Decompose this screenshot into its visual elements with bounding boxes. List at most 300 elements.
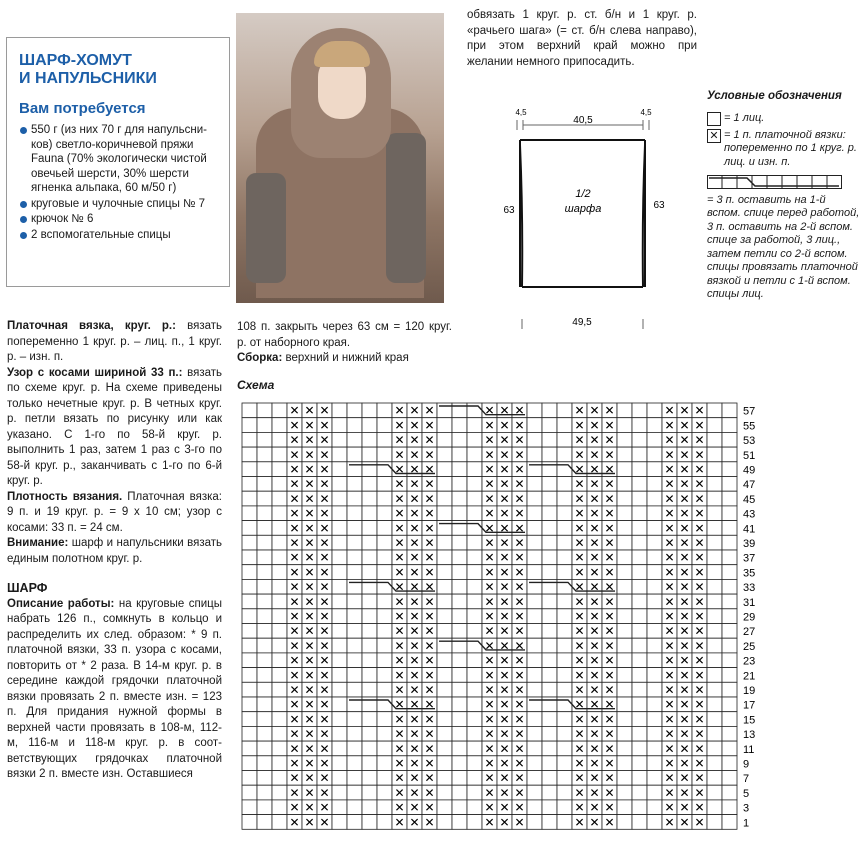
- chart-cell: [362, 682, 377, 697]
- chart-cell: [617, 447, 632, 462]
- chart-cell: [632, 477, 647, 492]
- chart-cell: [707, 668, 722, 683]
- chart-cell: [272, 403, 287, 418]
- chart-cell: [452, 624, 467, 639]
- garter-mark: ✕: [589, 433, 600, 448]
- garter-mark: ✕: [574, 447, 585, 462]
- chart-cell: [257, 403, 272, 418]
- garter-mark: ✕: [589, 785, 600, 800]
- garter-mark: ✕: [424, 741, 435, 756]
- garter-mark: ✕: [409, 771, 420, 786]
- garter-mark: ✕: [304, 756, 315, 771]
- garter-mark: ✕: [289, 683, 300, 697]
- garter-mark: ✕: [499, 418, 510, 433]
- garter-mark: ✕: [679, 536, 690, 550]
- garter-mark: ✕: [679, 550, 690, 565]
- garter-mark: ✕: [679, 668, 690, 683]
- garter-mark: ✕: [589, 624, 600, 639]
- chart-cell: [632, 594, 647, 609]
- garter-mark: ✕: [574, 565, 585, 580]
- chart-cell: [617, 726, 632, 741]
- garter-mark: ✕: [664, 638, 675, 653]
- chart-cell: [347, 403, 362, 418]
- garter-mark: ✕: [319, 668, 330, 683]
- garter-mark: ✕: [679, 403, 690, 418]
- chart-cell: [617, 521, 632, 536]
- garter-mark: ✕: [664, 800, 675, 815]
- chart-cell: [437, 403, 452, 418]
- chart-cell: [467, 726, 482, 741]
- chart-cell: [632, 432, 647, 447]
- material-item: 550 г (из них 70 г для напульсников) светло-коричневой пряжи Fauna (70% экологически чистой овечьей шерсти, 30% шерсти ягненка альпака, 60 м/50 г): [31, 123, 221, 196]
- chart-cell: [647, 403, 662, 418]
- garter-mark: ✕: [679, 683, 690, 697]
- chart-cell: [437, 535, 452, 550]
- garter-mark: ✕: [289, 491, 300, 506]
- chart-cell: [632, 771, 647, 786]
- garter-mark: ✕: [289, 418, 300, 433]
- chart-cell: [467, 800, 482, 815]
- chart-cell: [722, 565, 737, 580]
- chart-cell: [347, 521, 362, 536]
- chart-cell: [347, 477, 362, 492]
- chart-cell: [452, 521, 467, 536]
- chart-cell: [542, 418, 557, 433]
- chart-cell: [557, 579, 572, 594]
- garter-mark: ✕: [694, 697, 705, 712]
- chart-cell: [257, 550, 272, 565]
- chart-cell: [467, 565, 482, 580]
- chart-cell: [617, 638, 632, 653]
- chart-cell: [437, 506, 452, 521]
- garter-mark: ✕: [484, 815, 495, 830]
- chart-cell: [617, 418, 632, 433]
- chart-cell: [362, 771, 377, 786]
- garter-mark: ✕: [694, 462, 705, 477]
- row-number: 53: [743, 435, 756, 448]
- garter-mark: ✕: [424, 594, 435, 609]
- garter-mark: ✕: [424, 536, 435, 550]
- garter-mark: ✕: [694, 712, 705, 727]
- chart-cell: [647, 697, 662, 712]
- chart-cell: [707, 506, 722, 521]
- chart-cell: [527, 785, 542, 800]
- garter-mark: ✕: [664, 403, 675, 418]
- chart-cell: [257, 653, 272, 668]
- garter-mark: ✕: [394, 550, 405, 565]
- chart-cell: [467, 491, 482, 506]
- garter-mark: ✕: [409, 477, 420, 492]
- garter-mark: ✕: [679, 580, 690, 595]
- garter-mark: ✕: [319, 550, 330, 565]
- garter-mark: ✕: [499, 609, 510, 624]
- garter-mark: ✕: [679, 477, 690, 492]
- chart-cell: [362, 741, 377, 756]
- chart-cell: [617, 609, 632, 624]
- garter-mark: ✕: [604, 550, 615, 565]
- garter-mark: ✕: [604, 771, 615, 786]
- chart-cell: [377, 432, 392, 447]
- garter-mark: ✕: [394, 565, 405, 580]
- chart-cell: [707, 491, 722, 506]
- chart-cell: [527, 609, 542, 624]
- garter-mark: ✕: [319, 536, 330, 550]
- chart-cell: [617, 579, 632, 594]
- chart-cell: [542, 403, 557, 418]
- garter-mark: ✕: [679, 653, 690, 668]
- chart-cell: [347, 535, 362, 550]
- chart-cell: [467, 462, 482, 477]
- garter-mark: ✕: [304, 477, 315, 492]
- chart-cell: [647, 785, 662, 800]
- chart-cell: [377, 521, 392, 536]
- chart-cell: [347, 638, 362, 653]
- chart-cell: [632, 741, 647, 756]
- garter-mark: ✕: [289, 403, 300, 418]
- garter-mark: ✕: [484, 462, 495, 477]
- garter-mark: ✕: [394, 756, 405, 771]
- chart-cell: [542, 594, 557, 609]
- garter-mark: ✕: [394, 624, 405, 639]
- materials-list: [15, 123, 221, 242]
- garter-mark: ✕: [694, 447, 705, 462]
- garter-mark: ✕: [589, 683, 600, 697]
- chart-cell: [437, 668, 452, 683]
- chart-cell: [722, 653, 737, 668]
- title-line-1: ШАРФ-ХОМУТ: [19, 52, 132, 69]
- chart-cell: [332, 638, 347, 653]
- chart-cell: [647, 550, 662, 565]
- chart-cell: [332, 447, 347, 462]
- chart-cell: [272, 726, 287, 741]
- garter-mark: ✕: [304, 403, 315, 418]
- garter-mark: ✕: [484, 433, 495, 448]
- garter-mark: ✕: [424, 727, 435, 742]
- chart-cell: [617, 403, 632, 418]
- chart-cell: [557, 624, 572, 639]
- garter-mark: ✕: [514, 565, 525, 580]
- garter-mark: ✕: [514, 550, 525, 565]
- chart-cell: [257, 712, 272, 727]
- chart-cell: [527, 668, 542, 683]
- chart-cell: [707, 462, 722, 477]
- garter-mark: ✕: [394, 668, 405, 683]
- chart-cell: [242, 447, 257, 462]
- garter-mark: ✕: [514, 771, 525, 786]
- chart-cell: [362, 521, 377, 536]
- chart-cell: [377, 800, 392, 815]
- row-number: 43: [743, 508, 756, 521]
- chart-cell: [632, 638, 647, 653]
- chart-cell: [437, 594, 452, 609]
- garter-mark: ✕: [604, 433, 615, 448]
- chart-cell: [707, 565, 722, 580]
- garter-mark: ✕: [514, 697, 525, 712]
- garter-mark: ✕: [499, 638, 510, 653]
- garter-mark: ✕: [664, 683, 675, 697]
- row-number: 39: [743, 538, 756, 550]
- chart-cell: [362, 579, 377, 594]
- chart-cell: [542, 491, 557, 506]
- chart-cell: [347, 756, 362, 771]
- garter-mark: ✕: [694, 594, 705, 609]
- garter-mark: ✕: [589, 506, 600, 521]
- garter-mark: ✕: [679, 521, 690, 536]
- garter-mark: ✕: [574, 594, 585, 609]
- row-number: 49: [743, 464, 756, 477]
- chart-cell: [722, 506, 737, 521]
- chart-cell: [347, 668, 362, 683]
- garter-mark: ✕: [664, 668, 675, 683]
- chart-cell: [557, 565, 572, 580]
- chart-cell: [557, 697, 572, 712]
- chart-cell: [542, 771, 557, 786]
- garter-mark: ✕: [394, 447, 405, 462]
- chart-cell: [467, 609, 482, 624]
- chart-cell: [707, 594, 722, 609]
- chart-cell: [632, 535, 647, 550]
- garter-mark: ✕: [409, 565, 420, 580]
- garter-mark: ✕: [394, 653, 405, 668]
- chart-cell: [707, 609, 722, 624]
- chart-cell: [362, 462, 377, 477]
- chart-cell: [332, 579, 347, 594]
- chart-cell: [557, 477, 572, 492]
- chart-cell: [647, 771, 662, 786]
- chart-cell: [332, 609, 347, 624]
- garter-mark: ✕: [484, 800, 495, 815]
- chart-cell: [242, 800, 257, 815]
- row-number: 21: [743, 670, 756, 683]
- chart-cell: [542, 462, 557, 477]
- garter-mark: ✕: [289, 506, 300, 521]
- garter-mark: ✕: [424, 506, 435, 521]
- garter-mark: ✕: [499, 771, 510, 786]
- chart-title: Схема: [237, 378, 275, 392]
- assembly-paragraph: Сборка: верхний и нижний края: [237, 352, 409, 364]
- chart-cell: [542, 432, 557, 447]
- garter-mark: ✕: [289, 462, 300, 477]
- garter-mark: ✕: [499, 477, 510, 492]
- garter-mark: ✕: [604, 447, 615, 462]
- chart-cell: [722, 800, 737, 815]
- chart-cell: [332, 521, 347, 536]
- chart-cell: [272, 712, 287, 727]
- chart-cell: [467, 712, 482, 727]
- chart-cell: [242, 550, 257, 565]
- chart-cell: [242, 638, 257, 653]
- chart-cell: [707, 624, 722, 639]
- garter-mark: ✕: [484, 418, 495, 433]
- garter-mark: ✕: [319, 815, 330, 830]
- garter-mark: ✕: [304, 624, 315, 639]
- chart-cell: [257, 756, 272, 771]
- chart-cell: [347, 432, 362, 447]
- chart-cell: [722, 403, 737, 418]
- garter-mark: ✕: [394, 741, 405, 756]
- garter-mark: ✕: [574, 771, 585, 786]
- garter-mark: ✕: [289, 668, 300, 683]
- chart-cell: [257, 447, 272, 462]
- garter-mark: ✕: [304, 785, 315, 800]
- garter-mark: ✕: [664, 565, 675, 580]
- garter-mark: ✕: [664, 624, 675, 639]
- garter-mark: ✕: [499, 697, 510, 712]
- chart-cell: [377, 815, 392, 830]
- chart-cell: [722, 550, 737, 565]
- row-number: 9: [743, 758, 750, 771]
- chart-cell: [242, 697, 257, 712]
- garter-mark: ✕: [289, 741, 300, 756]
- garter-mark: ✕: [589, 594, 600, 609]
- garter-mark: ✕: [694, 580, 705, 595]
- chart-cell: [542, 800, 557, 815]
- garter-mark: ✕: [394, 580, 405, 595]
- garter-mark: ✕: [304, 594, 315, 609]
- garter-mark: ✕: [319, 565, 330, 580]
- garter-mark: ✕: [604, 565, 615, 580]
- garter-mark: ✕: [289, 756, 300, 771]
- chart-cell: [707, 741, 722, 756]
- chart-cell: [707, 432, 722, 447]
- chart-cell: [242, 785, 257, 800]
- chart-cell: [557, 418, 572, 433]
- chart-cell: [452, 741, 467, 756]
- chart-cell: [707, 756, 722, 771]
- row-number: 45: [743, 493, 756, 506]
- garter-mark: ✕: [304, 462, 315, 477]
- chart-cell: [647, 521, 662, 536]
- garter-mark: ✕: [664, 550, 675, 565]
- chart-cell: [362, 726, 377, 741]
- chart-cell: [257, 418, 272, 433]
- garter-mark: ✕: [409, 491, 420, 506]
- chart-cell: [332, 697, 347, 712]
- garter-mark: ✕: [424, 550, 435, 565]
- chart-cell: [557, 800, 572, 815]
- chart-cell: [347, 565, 362, 580]
- garter-mark: ✕: [499, 624, 510, 639]
- chart-cell: [452, 726, 467, 741]
- garter-mark: ✕: [679, 609, 690, 624]
- chart-cell: [527, 579, 542, 594]
- row-number: 13: [743, 729, 756, 742]
- chart-cell: [527, 565, 542, 580]
- chart-cell: [242, 403, 257, 418]
- garter-mark: ✕: [304, 418, 315, 433]
- chart-cell: [527, 726, 542, 741]
- chart-cell: [242, 535, 257, 550]
- chart-cell: [347, 800, 362, 815]
- chart-cell: [362, 432, 377, 447]
- chart-cell: [632, 756, 647, 771]
- garter-mark: ✕: [409, 638, 420, 653]
- garter-mark: ✕: [694, 815, 705, 830]
- garter-mark: ✕: [589, 609, 600, 624]
- chart-cell: [467, 668, 482, 683]
- garter-mark: ✕: [319, 727, 330, 742]
- garter-mark: ✕: [694, 550, 705, 565]
- garter-mark: ✕: [304, 815, 315, 830]
- chart-cell: [632, 403, 647, 418]
- garter-mark: ✕: [574, 580, 585, 595]
- chart-cell: [647, 491, 662, 506]
- garter-mark: ✕: [319, 697, 330, 712]
- garter-mark: ✕: [679, 697, 690, 712]
- chart-cell: [722, 447, 737, 462]
- garter-mark: ✕: [394, 727, 405, 742]
- garter-mark: ✕: [679, 800, 690, 815]
- garter-mark: ✕: [694, 403, 705, 418]
- chart-cell: [452, 594, 467, 609]
- chart-cell: [542, 638, 557, 653]
- chart-cell: [542, 726, 557, 741]
- bind-off-text: 108 п. закрыть через 63 см = 120 круг. р. от наборного края.: [237, 321, 452, 349]
- garter-mark: ✕: [574, 624, 585, 639]
- chart-cell: [452, 550, 467, 565]
- piece-fraction-label: 1/2: [575, 188, 591, 200]
- garter-mark: ✕: [409, 697, 420, 712]
- chart-cell: [707, 418, 722, 433]
- chart-cell: [452, 432, 467, 447]
- chart-cell: [272, 771, 287, 786]
- chart-cell: [377, 477, 392, 492]
- garter-mark: ✕: [304, 506, 315, 521]
- garter-mark: ✕: [679, 447, 690, 462]
- cable-symbol-icon: [707, 175, 842, 189]
- garter-mark: ✕: [484, 447, 495, 462]
- chart-cell: [617, 668, 632, 683]
- chart-cell: [362, 535, 377, 550]
- chart-cell: [377, 550, 392, 565]
- chart-cell: [707, 638, 722, 653]
- chart-cell: [632, 521, 647, 536]
- garter-mark: ✕: [514, 491, 525, 506]
- chart-cell: [617, 565, 632, 580]
- chart-cell: [557, 462, 572, 477]
- chart-cell: [377, 682, 392, 697]
- garter-mark: ✕: [664, 653, 675, 668]
- garter-mark: ✕: [424, 785, 435, 800]
- chart-cell: [647, 609, 662, 624]
- materials-heading: Вам потребуется: [19, 100, 146, 117]
- garter-mark: ✕: [589, 521, 600, 536]
- chart-cell: [722, 741, 737, 756]
- chart-cell: [452, 535, 467, 550]
- chart-cell: [347, 697, 362, 712]
- garter-mark: ✕: [574, 712, 585, 727]
- garter-mark: ✕: [289, 727, 300, 742]
- chart-cell: [557, 609, 572, 624]
- chart-cell: [272, 432, 287, 447]
- chart-cell: [467, 432, 482, 447]
- garter-mark: ✕: [664, 491, 675, 506]
- garter-mark: ✕: [574, 727, 585, 742]
- chart-cell: [362, 756, 377, 771]
- chart-cell: [437, 447, 452, 462]
- chart-cell: [542, 741, 557, 756]
- garter-mark: ✕: [289, 447, 300, 462]
- chart-cell: [632, 800, 647, 815]
- garter-mark: ✕: [319, 624, 330, 639]
- chart-cell: [557, 756, 572, 771]
- chart-cell: [542, 447, 557, 462]
- chart-cell: [437, 653, 452, 668]
- chart-cell: [617, 477, 632, 492]
- garter-mark: ✕: [679, 418, 690, 433]
- row-number: 19: [743, 685, 756, 697]
- row-number: 57: [743, 405, 756, 418]
